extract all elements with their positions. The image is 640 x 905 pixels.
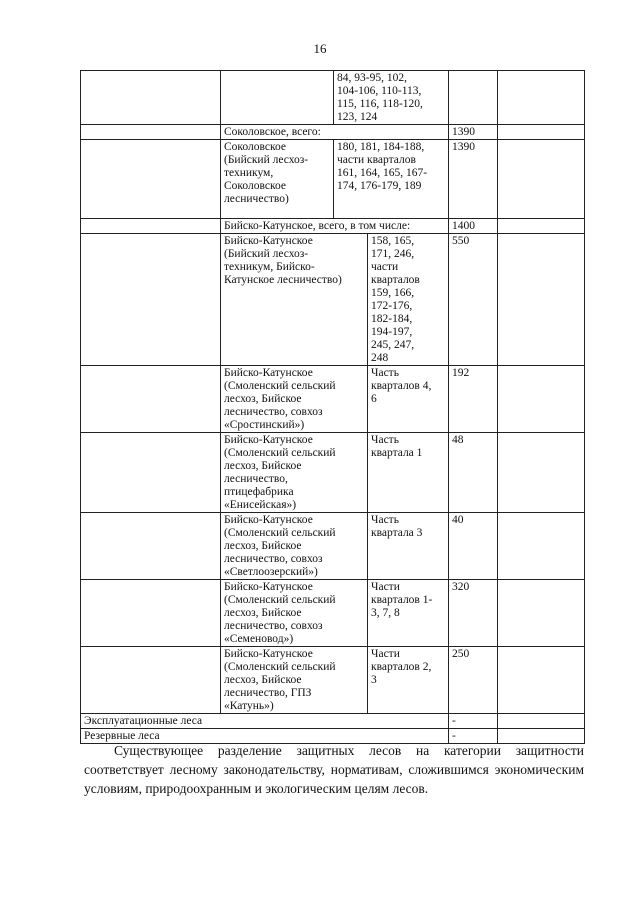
forestry-name-cell (221, 433, 368, 513)
cell-line: 158, 165, (371, 235, 415, 247)
cell-line: птицефабрика (224, 486, 294, 498)
cell-line: «Енисейская») (224, 499, 297, 511)
page-number: 16 (313, 41, 327, 56)
cell-line: 245, 247, (371, 339, 415, 351)
cell-line: Бийско-Катунское (224, 581, 313, 593)
cell-line: 159, 166, (371, 287, 415, 299)
note-cell (498, 513, 585, 580)
cell-line: кварталов 1- (371, 594, 433, 606)
cell-line: 194-197, (371, 326, 413, 338)
quarters-cell (368, 580, 449, 647)
cell-line: 180, 181, 184-188, (337, 141, 425, 153)
area-cell: 550 (449, 234, 498, 366)
cell-line: Бийско-Катунское (224, 434, 313, 446)
cell-line: 3, 7, 8 (371, 607, 400, 619)
area-cell: 48 (449, 433, 498, 513)
area-cell: - (449, 729, 498, 744)
table-row (81, 647, 585, 714)
cell-line: 171, 246, (371, 248, 415, 260)
cell-line: Катунское лесничество) (224, 274, 342, 286)
cell-line: Часть (371, 434, 399, 446)
category-cell (81, 125, 221, 140)
category-cell (81, 433, 221, 513)
cell-line: 174, 176-179, 189 (337, 180, 422, 192)
forestry-name-cell (221, 513, 368, 580)
quarters-cell (334, 140, 449, 219)
category-cell (81, 647, 221, 714)
quarters-cell (334, 71, 449, 125)
table-row (81, 234, 585, 366)
cell-line: 123, 124 (337, 111, 378, 123)
cell-line: квартала 1 (371, 447, 423, 459)
cell-line: 182-184, (371, 313, 413, 325)
area-cell: 40 (449, 513, 498, 580)
category-cell (81, 140, 221, 219)
area-cell: - (449, 714, 498, 729)
note-cell (498, 219, 585, 234)
table-row (81, 125, 585, 140)
protective-forests-table (80, 70, 585, 744)
cell-line: Бийско-Катунское (224, 235, 313, 247)
category-label: Резервные леса (81, 729, 449, 744)
note-cell (498, 647, 585, 714)
cell-line: 6 (371, 393, 377, 405)
forestry-name-cell (221, 647, 368, 714)
table-row (81, 513, 585, 580)
category-cell (81, 580, 221, 647)
area-cell: 250 (449, 647, 498, 714)
table-row (81, 71, 585, 125)
cell-line: лесничество, совхоз (224, 406, 323, 418)
cell-line: лесхоз, Бийское (224, 393, 302, 405)
forestry-name-cell (221, 580, 368, 647)
quarters-cell (368, 433, 449, 513)
area-cell: 192 (449, 366, 498, 433)
note-cell (498, 366, 585, 433)
cell-line: «Катунь») (224, 700, 274, 712)
cell-line: (Смоленский сельский (224, 447, 336, 459)
quarters-cell (368, 234, 449, 366)
area-cell: 320 (449, 580, 498, 647)
cell-line: 115, 116, 118-120, (337, 98, 423, 110)
table-row (81, 219, 585, 234)
cell-line: техникум, Бийско- (224, 261, 315, 273)
forestry-cell (221, 71, 334, 125)
cell-line: (Смоленский сельский (224, 594, 336, 606)
forestry-name-cell (221, 366, 368, 433)
cell-line: (Смоленский сельский (224, 527, 336, 539)
cell-line: «Сростинский») (224, 419, 305, 431)
cell-line: лесничество, ГПЗ (224, 687, 312, 699)
forestry-name-cell (221, 140, 334, 219)
cell-line: квартала 3 (371, 527, 423, 539)
cell-line: лесхоз, Бийское (224, 540, 302, 552)
cell-line: кварталов 4, (371, 380, 432, 392)
cell-line: Части (371, 648, 400, 660)
note-cell (498, 234, 585, 366)
cell-line: части (371, 261, 399, 273)
category-label: Эксплуатационные леса (81, 714, 449, 729)
cell-line: (Бийский лесхоз- (224, 248, 309, 260)
table-row (81, 433, 585, 513)
cell-line: 3 (371, 674, 377, 686)
category-cell (81, 219, 221, 234)
cell-line: Части (371, 581, 400, 593)
quarters-cell (368, 366, 449, 433)
category-cell (81, 234, 221, 366)
area-cell (449, 71, 498, 125)
cell-line: 84, 93-95, 102, (337, 72, 407, 84)
cell-line: Бийско-Катунское (224, 514, 313, 526)
subtotal-label: Соколовское, всего: (221, 125, 449, 140)
cell-line: лесхоз, Бийское (224, 460, 302, 472)
cell-line: Часть (371, 514, 399, 526)
cell-line: 172-176, (371, 300, 413, 312)
cell-line: лесхоз, Бийское (224, 607, 302, 619)
cell-line: лесничество, (224, 473, 288, 485)
cell-line: «Семеновод») (224, 633, 294, 645)
table-row (81, 580, 585, 647)
cell-line: Бийско-Катунское (224, 367, 313, 379)
table-row (81, 366, 585, 433)
cell-line: лесничество) (224, 193, 289, 205)
cell-line: лесничество, совхоз (224, 620, 323, 632)
cell-line: лесничество, совхоз (224, 553, 323, 565)
category-cell (81, 513, 221, 580)
quarters-cell (368, 647, 449, 714)
table-row (81, 140, 585, 219)
cell-line: кварталов 2, (371, 661, 432, 673)
note-cell (498, 714, 585, 729)
cell-line: (Смоленский сельский (224, 380, 336, 392)
note-cell (498, 125, 585, 140)
cell-line: (Смоленский сельский (224, 661, 336, 673)
cell-line: части кварталов (337, 154, 416, 166)
note-cell (498, 433, 585, 513)
area-cell: 1390 (449, 125, 498, 140)
note-cell (498, 580, 585, 647)
note-cell (498, 140, 585, 219)
subtotal-label: Бийско-Катунское, всего, в том числе: (221, 219, 449, 234)
cell-line: 161, 164, 165, 167- (337, 167, 428, 179)
note-cell (498, 71, 585, 125)
forestry-name-cell (221, 234, 368, 366)
category-cell (81, 71, 221, 125)
area-cell: 1400 (449, 219, 498, 234)
cell-line: Часть (371, 367, 399, 379)
cell-line: 248 (371, 352, 389, 364)
quarters-cell (368, 513, 449, 580)
cell-line: (Бийский лесхоз- (224, 154, 309, 166)
cell-line: Соколовское (224, 141, 286, 153)
cell-line: техникум, (224, 167, 274, 179)
area-cell: 1390 (449, 140, 498, 219)
body-paragraph: Существующее разделение защитных лесов на категории защитности соответствует лесному законодательству, нормативам, сложившимся экономическим условиям, природоохранным и экологическим целям лесов. (84, 742, 584, 796)
cell-line: «Светлоозерский») (224, 566, 318, 578)
cell-line: Бийско-Катунское (224, 648, 313, 660)
cell-line: кварталов (371, 274, 420, 286)
category-cell (81, 366, 221, 433)
cell-line: лесхоз, Бийское (224, 674, 302, 686)
cell-line: 104-106, 110-113, (337, 85, 422, 97)
cell-line: Соколовское (224, 180, 286, 192)
table-row (81, 714, 585, 729)
